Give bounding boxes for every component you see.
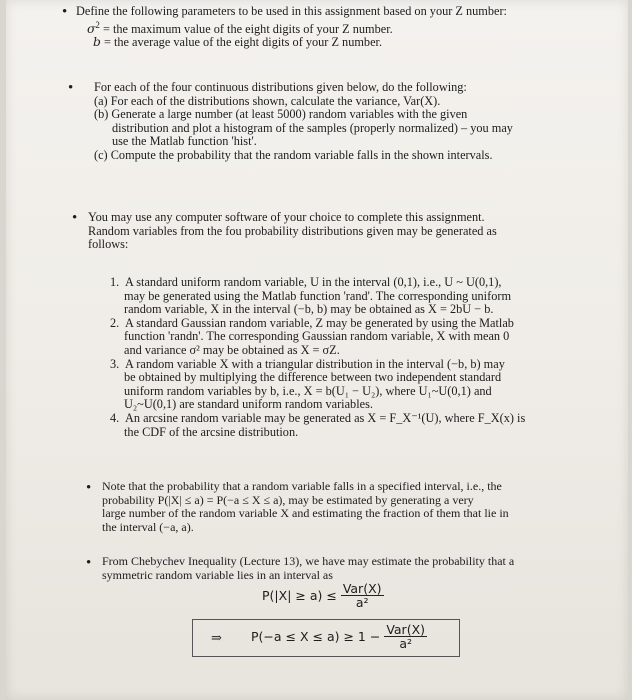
note-line4: the interval (−a, a). bbox=[102, 519, 194, 534]
list-number-1: 1. bbox=[110, 275, 120, 289]
parameter-intro: Define the following parameters to be used in this assignment based on your Z number: bbox=[76, 4, 507, 18]
task-a: (a) For each of the distributions shown, calculate the variance, Var(X). bbox=[94, 93, 441, 108]
boxed-equation bbox=[251, 623, 427, 650]
software-block bbox=[88, 211, 497, 252]
list-item-2-line1: A standard Gaussian random variable, Z may be generated by using the Matlab bbox=[125, 315, 514, 330]
note-line1: Note that the probability that a random variable falls in a specified interval, i.e., the bbox=[102, 479, 502, 493]
probability-note-block bbox=[102, 480, 509, 534]
bullet-dot-2: • bbox=[68, 80, 74, 96]
task-b-line2: distribution and plot a histogram of the samples (properly normalized) – you may bbox=[112, 120, 513, 135]
list-number-3: 3. bbox=[110, 356, 120, 371]
list-item-2-line2: function 'randn'. The corresponding Gaussian random variable, X with mean 0 bbox=[124, 329, 510, 344]
list-number-2: 2. bbox=[110, 315, 120, 330]
list-item-4 bbox=[110, 412, 525, 426]
list-item-1 bbox=[110, 276, 525, 290]
eq2-numerator: Var(X) bbox=[386, 622, 426, 637]
chebychev-line2: symmetric random variable lies in an interval as bbox=[102, 567, 333, 582]
chebychev-inequality bbox=[262, 582, 384, 609]
list-item-2 bbox=[110, 317, 525, 331]
tasks-intro: For each of the four continuous distributions given below, do the following: bbox=[94, 80, 467, 94]
list-item-1-line3: random variable, X in the interval (−b, b) may be obtained as X = 2bU − b. bbox=[124, 302, 494, 317]
boxed-result bbox=[192, 619, 460, 657]
software-line3: follows: bbox=[88, 237, 129, 252]
bullet-dot-5: • bbox=[86, 555, 92, 571]
software-line2: Random variables from the fou probability distributions given may be generated as bbox=[88, 223, 497, 238]
eq1-fraction bbox=[341, 582, 384, 609]
distribution-list bbox=[110, 276, 525, 439]
eq1-numerator: Var(X) bbox=[342, 581, 382, 596]
list-item-4-line2: the CDF of the arcsine distribution. bbox=[124, 424, 299, 439]
software-line1: You may use any computer software of your choice to complete this assignment. bbox=[88, 210, 485, 224]
b-symbol: b bbox=[93, 35, 101, 50]
task-c: (c) Compute the probability that the random variable falls in the shown intervals. bbox=[94, 147, 493, 162]
eq1-denominator: a² bbox=[355, 595, 369, 610]
eq2-denominator: a² bbox=[399, 636, 412, 651]
list-item-1-line1: A standard uniform random variable, U in the interval (0,1), i.e., U ~ U(0,1), bbox=[125, 275, 502, 289]
list-number-4: 4. bbox=[110, 410, 120, 425]
list-item-3-line3: uniform random variables by b, i.e., X = b(U₁ − U₂), where U₁~U(0,1) and bbox=[124, 383, 492, 398]
b-definition bbox=[76, 36, 507, 50]
list-item-1-line2: may be generated using the Matlab function 'rand'. The corresponding uniform bbox=[124, 288, 512, 303]
parameter-definition-block bbox=[76, 5, 507, 50]
eq2-fraction bbox=[384, 623, 427, 650]
eq2-lhs: P(−a ≤ X ≤ a) ≥ 1 − bbox=[251, 629, 381, 644]
sigma-symbol: σ bbox=[87, 21, 96, 36]
sigma-definition-text: = the maximum value of the eight digits of your Z number. bbox=[102, 21, 393, 36]
note-line3: large number of the random variable X and estimating the fraction of them that lie in bbox=[102, 506, 509, 521]
document-page bbox=[6, 0, 628, 700]
list-item-3-line2: be obtained by multiplying the difference between two independent standard bbox=[124, 370, 502, 385]
bullet-dot-1: • bbox=[62, 4, 68, 20]
task-b-line3: use the Matlab function 'hist'. bbox=[112, 134, 257, 149]
eq1-lhs: P(|X| ≥ a) ≤ bbox=[262, 587, 337, 603]
bullet-dot-3: • bbox=[72, 210, 78, 226]
task-b-line1: (b) Generate a large number (at least 5000) random variables with the given bbox=[94, 107, 468, 122]
chebychev-block bbox=[102, 555, 514, 582]
sigma-definition: $\sigma^2$ = the maximum value of the eight digits of your Z number. bbox=[87, 19, 393, 36]
list-item-3 bbox=[110, 358, 525, 372]
list-item-3-line4: U₂~U(0,1) are standard uniform random variables. bbox=[124, 397, 373, 412]
tasks-block bbox=[94, 81, 513, 163]
b-definition-text: = the average value of the eight digits of your Z number. bbox=[103, 35, 383, 50]
chebychev-line1: From Chebychev Inequality (Lecture 13), we have may estimate the probability that a bbox=[102, 554, 515, 568]
implies-arrow-icon: ⇒ bbox=[211, 630, 222, 645]
list-item-3-line1: A random variable X with a triangular distribution in the interval (−b, b) may bbox=[125, 356, 505, 371]
note-line2: probability P(|X| ≤ a) = P(−a ≤ X ≤ a), may be estimated by generating a very bbox=[102, 492, 474, 507]
bullet-dot-4: • bbox=[86, 480, 92, 496]
list-item-4-line1: An arcsine random variable may be generated as X = F_X⁻¹(U), where F_X(x) is bbox=[125, 410, 526, 425]
list-item-2-line3: and variance σ² may be obtained as X = σZ. bbox=[124, 342, 340, 357]
